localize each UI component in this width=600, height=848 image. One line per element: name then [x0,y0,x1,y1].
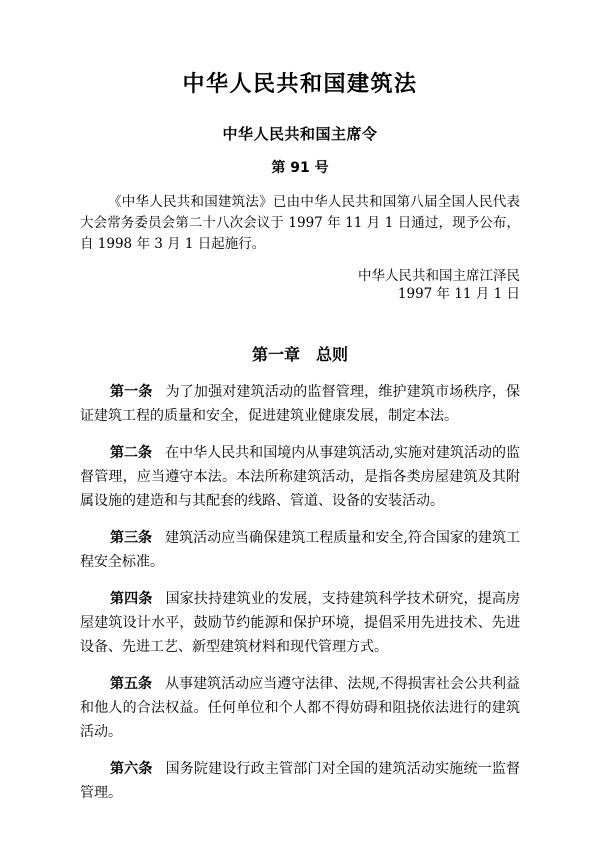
sign-date-line: 1997 年 11 月 1 日 [397,286,520,302]
document-title: 中华人民共和国建筑法 [182,72,418,97]
article-2 [80,441,520,513]
chapter-number: 第一章 [251,345,300,364]
chapter-heading [80,343,520,367]
articles-section [80,380,520,805]
article-1 [80,380,520,428]
decree-number: 第 91 号 [271,160,329,176]
preamble-paragraph: 《中华人民共和国建筑法》已由中华人民共和国第八届全国人民代表大会常务委员会第二十八次会议于 1997 年 11 月 1 日通过，现予公布，自 1998 年 3 月 1 日起施行。 [80,194,520,252]
article-4-text: 国家扶持建筑业的发展，支持建筑科学技术研究，提高房屋建筑设计水平，鼓励节约能源和保护环境，提倡采用先进技术、先进设备、先进工艺、新型建筑材料和现代管理方式。 [80,591,521,655]
article-6 [80,757,520,805]
article-3-text: 建筑活动应当确保建筑工程质量和安全,符合国家的建筑工程安全标准。 [80,530,520,570]
article-2-label: 第二条 [110,445,153,461]
signature-block [80,267,520,303]
article-1-text: 为了加强对建筑活动的监督管理，维护建筑市场秩序，保证建筑工程的质量和安全，促进建筑业健康发展，制定本法。 [80,384,521,424]
article-3 [80,526,520,574]
article-4 [80,587,520,659]
decree-heading: 中华人民共和国主席令 [222,125,378,143]
article-2-text: 在中华人民共和国境内从事建筑活动,实施对建筑活动的监督管理，应当遵守本法。本法所称建筑活动，是指各类房屋建筑及其附属设施的建造和与其配套的线路、管道、设备的安装活动。 [80,445,520,509]
article-1-label: 第一条 [110,384,153,400]
article-3-label: 第三条 [110,530,153,546]
signer-line: 中华人民共和国主席江泽民 [358,268,520,284]
article-4-label: 第四条 [110,591,153,607]
article-6-text: 国务院建设行政主管部门对全国的建筑活动实施统一监督管理。 [80,761,521,801]
article-5-label: 第五条 [110,676,153,692]
chapter-title: 总则 [316,345,349,364]
article-6-label: 第六条 [110,761,153,777]
article-5 [80,672,520,744]
article-5-text: 从事建筑活动应当遵守法律、法规,不得损害社会公共利益和他人的合法权益。任何单位和个人都不得妨碍和阻挠依法进行的建筑活动。 [80,676,520,740]
